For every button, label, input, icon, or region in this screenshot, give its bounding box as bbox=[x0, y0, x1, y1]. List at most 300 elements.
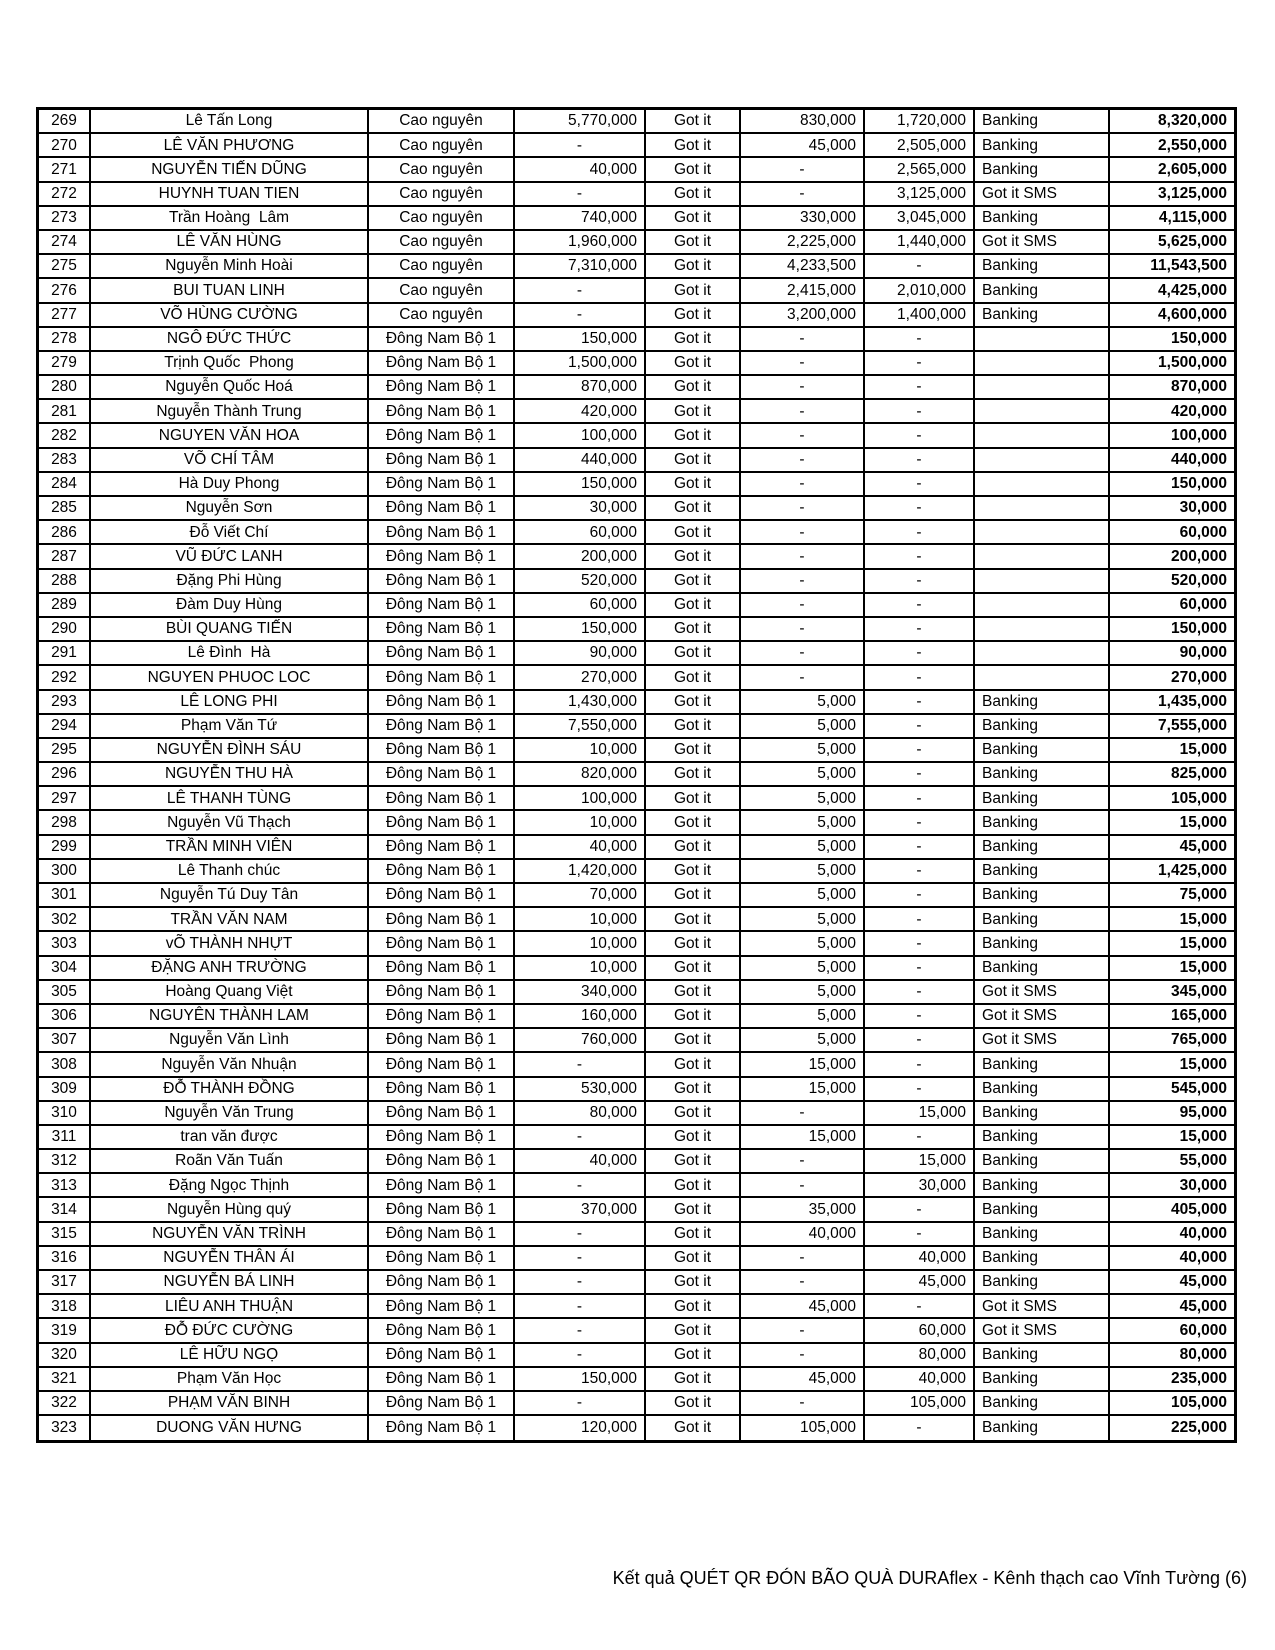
cell-region: Đông Nam Bộ 1 bbox=[369, 1150, 515, 1172]
cell-region: Cao nguyên bbox=[369, 304, 515, 326]
table-row bbox=[39, 231, 1234, 255]
cell-bonus2: 80,000 bbox=[865, 1344, 975, 1366]
cell-stt: 292 bbox=[39, 666, 91, 688]
cell-bonus1: 830,000 bbox=[741, 110, 865, 132]
cell-status: Got it bbox=[646, 787, 741, 809]
cell-scan-amount: 100,000 bbox=[515, 787, 646, 809]
cell-total: 80,000 bbox=[1179, 1345, 1227, 1363]
cell-total: 15,000 bbox=[1179, 1128, 1227, 1146]
cell-region: Đông Nam Bộ 1 bbox=[369, 1368, 515, 1390]
cell-total: 405,000 bbox=[1170, 1200, 1227, 1218]
cell-status: Got it bbox=[646, 1416, 741, 1440]
cell-total: 165,000 bbox=[1170, 1007, 1227, 1025]
cell-bonus1: - bbox=[741, 376, 865, 398]
cell-payment-method: Banking bbox=[975, 1053, 1110, 1075]
cell-payment-method bbox=[975, 352, 1110, 374]
cell-stt: 280 bbox=[39, 376, 91, 398]
cell-status: Got it bbox=[646, 1126, 741, 1148]
cell-region: Đông Nam Bộ 1 bbox=[369, 908, 515, 930]
cell-status: Got it bbox=[646, 1368, 741, 1390]
cell-scan-amount: 10,000 bbox=[515, 908, 646, 930]
cell-region: Cao nguyên bbox=[369, 279, 515, 301]
cell-scan-amount: 150,000 bbox=[515, 473, 646, 495]
cell-total: 235,000 bbox=[1170, 1370, 1227, 1388]
cell-payment-method: Banking bbox=[975, 255, 1110, 277]
table-row bbox=[39, 884, 1234, 908]
cell-total: 40,000 bbox=[1179, 1249, 1227, 1267]
cell-total: 15,000 bbox=[1179, 958, 1227, 976]
cell-name: Lê Thanh chúc bbox=[91, 860, 369, 882]
cell-name: LÊ VĂN PHƯƠNG bbox=[91, 134, 369, 156]
table-row bbox=[39, 642, 1234, 666]
cell-status: Got it bbox=[646, 1344, 741, 1366]
cell-total: 4,425,000 bbox=[1158, 281, 1227, 299]
cell-name: Nguyễn Sơn bbox=[91, 497, 369, 519]
cell-payment-method bbox=[975, 449, 1110, 471]
cell-name: ĐỖ ĐỨC CƯỜNG bbox=[91, 1319, 369, 1341]
cell-scan-amount: - bbox=[515, 279, 646, 301]
cell-scan-amount: 10,000 bbox=[515, 811, 646, 833]
cell-payment-method bbox=[975, 545, 1110, 567]
cell-payment-method bbox=[975, 473, 1110, 495]
cell-stt: 305 bbox=[39, 981, 91, 1003]
cell-status: Got it bbox=[646, 860, 741, 882]
table-row bbox=[39, 376, 1234, 400]
cell-status: Got it bbox=[646, 110, 741, 132]
cell-scan-amount: 7,310,000 bbox=[515, 255, 646, 277]
cell-payment-method: Banking bbox=[975, 1344, 1110, 1366]
cell-region: Đông Nam Bộ 1 bbox=[369, 1319, 515, 1341]
cell-bonus1: 15,000 bbox=[741, 1053, 865, 1075]
cell-bonus2: - bbox=[865, 884, 975, 906]
table-row bbox=[39, 521, 1234, 545]
cell-stt: 303 bbox=[39, 932, 91, 954]
cell-payment-method bbox=[975, 594, 1110, 616]
cell-total: 440,000 bbox=[1170, 450, 1227, 468]
cell-region: Đông Nam Bộ 1 bbox=[369, 1005, 515, 1027]
table-row bbox=[39, 1223, 1234, 1247]
cell-scan-amount: 7,550,000 bbox=[515, 715, 646, 737]
cell-payment-method: Banking bbox=[975, 1392, 1110, 1414]
cell-bonus2: - bbox=[865, 1223, 975, 1245]
cell-name: Đặng Ngọc Thịnh bbox=[91, 1174, 369, 1196]
cell-payment-method: Banking bbox=[975, 811, 1110, 833]
cell-bonus2: - bbox=[865, 787, 975, 809]
cell-region: Đông Nam Bộ 1 bbox=[369, 545, 515, 567]
cell-region: Đông Nam Bộ 1 bbox=[369, 424, 515, 446]
cell-bonus2: - bbox=[865, 424, 975, 446]
cell-status: Got it bbox=[646, 473, 741, 495]
cell-name: VÕ CHÍ TÂM bbox=[91, 449, 369, 471]
cell-stt: 277 bbox=[39, 304, 91, 326]
cell-region: Cao nguyên bbox=[369, 207, 515, 229]
cell-bonus2: - bbox=[865, 836, 975, 858]
cell-scan-amount: - bbox=[515, 1126, 646, 1148]
table-row bbox=[39, 981, 1234, 1005]
table-row bbox=[39, 1344, 1234, 1368]
cell-stt: 270 bbox=[39, 134, 91, 156]
cell-region: Đông Nam Bộ 1 bbox=[369, 739, 515, 761]
cell-scan-amount: 60,000 bbox=[515, 594, 646, 616]
table-row bbox=[39, 497, 1234, 521]
cell-scan-amount: - bbox=[515, 304, 646, 326]
cell-bonus2: - bbox=[865, 860, 975, 882]
table-row bbox=[39, 1368, 1234, 1392]
cell-bonus1: - bbox=[741, 1247, 865, 1269]
cell-bonus2: - bbox=[865, 545, 975, 567]
table-row bbox=[39, 570, 1234, 594]
cell-region: Cao nguyên bbox=[369, 158, 515, 180]
cell-bonus2: 2,565,000 bbox=[865, 158, 975, 180]
cell-stt: 323 bbox=[39, 1416, 91, 1440]
cell-bonus1: 15,000 bbox=[741, 1078, 865, 1100]
cell-bonus1: - bbox=[741, 618, 865, 640]
cell-total: 11,543,500 bbox=[1150, 257, 1227, 275]
table-row bbox=[39, 932, 1234, 956]
cell-status: Got it bbox=[646, 666, 741, 688]
table-row bbox=[39, 1126, 1234, 1150]
cell-scan-amount: 530,000 bbox=[515, 1078, 646, 1100]
cell-name: Lê Đình Hà bbox=[91, 642, 369, 664]
cell-status: Got it bbox=[646, 207, 741, 229]
cell-bonus2: 60,000 bbox=[865, 1319, 975, 1341]
cell-payment-method: Banking bbox=[975, 884, 1110, 906]
cell-stt: 289 bbox=[39, 594, 91, 616]
cell-region: Đông Nam Bộ 1 bbox=[369, 1392, 515, 1414]
cell-total: 30,000 bbox=[1179, 1176, 1227, 1194]
table-row bbox=[39, 1247, 1234, 1271]
cell-bonus2: - bbox=[865, 908, 975, 930]
cell-stt: 310 bbox=[39, 1102, 91, 1124]
cell-status: Got it bbox=[646, 449, 741, 471]
cell-scan-amount: 150,000 bbox=[515, 328, 646, 350]
cell-bonus1: - bbox=[741, 424, 865, 446]
cell-status: Got it bbox=[646, 376, 741, 398]
cell-payment-method: Banking bbox=[975, 1198, 1110, 1220]
cell-scan-amount: 1,430,000 bbox=[515, 691, 646, 713]
cell-scan-amount: 60,000 bbox=[515, 521, 646, 543]
cell-status: Got it bbox=[646, 1392, 741, 1414]
cell-bonus2: 3,045,000 bbox=[865, 207, 975, 229]
cell-status: Got it bbox=[646, 134, 741, 156]
cell-bonus1: 3,200,000 bbox=[741, 304, 865, 326]
cell-stt: 278 bbox=[39, 328, 91, 350]
cell-status: Got it bbox=[646, 1198, 741, 1220]
cell-scan-amount: - bbox=[515, 1271, 646, 1293]
cell-region: Đông Nam Bộ 1 bbox=[369, 352, 515, 374]
cell-status: Got it bbox=[646, 1005, 741, 1027]
cell-scan-amount: 1,960,000 bbox=[515, 231, 646, 253]
table-row bbox=[39, 811, 1234, 835]
cell-payment-method: Banking bbox=[975, 932, 1110, 954]
cell-status: Got it bbox=[646, 642, 741, 664]
cell-total: 15,000 bbox=[1179, 813, 1227, 831]
cell-stt: 282 bbox=[39, 424, 91, 446]
cell-name: LÊ VĂN HÙNG bbox=[91, 231, 369, 253]
cell-name: VÕ HÙNG CƯỜNG bbox=[91, 304, 369, 326]
cell-payment-method bbox=[975, 376, 1110, 398]
cell-bonus2: 15,000 bbox=[865, 1150, 975, 1172]
cell-name: VŨ ĐỨC LANH bbox=[91, 545, 369, 567]
cell-payment-method: Banking bbox=[975, 110, 1110, 132]
table-row bbox=[39, 1078, 1234, 1102]
table-row bbox=[39, 1392, 1234, 1416]
cell-payment-method: Banking bbox=[975, 1368, 1110, 1390]
cell-scan-amount: 30,000 bbox=[515, 497, 646, 519]
cell-total: 15,000 bbox=[1179, 934, 1227, 952]
cell-bonus1: 15,000 bbox=[741, 1126, 865, 1148]
cell-name: Nguyễn Hùng quý bbox=[91, 1198, 369, 1220]
cell-stt: 285 bbox=[39, 497, 91, 519]
cell-stt: 283 bbox=[39, 449, 91, 471]
table-row bbox=[39, 158, 1234, 182]
cell-payment-method: Banking bbox=[975, 787, 1110, 809]
cell-region: Cao nguyên bbox=[369, 110, 515, 132]
cell-scan-amount: 420,000 bbox=[515, 400, 646, 422]
cell-payment-method: Banking bbox=[975, 1150, 1110, 1172]
cell-region: Đông Nam Bộ 1 bbox=[369, 1174, 515, 1196]
table-row bbox=[39, 1198, 1234, 1222]
cell-status: Got it bbox=[646, 981, 741, 1003]
cell-stt: 297 bbox=[39, 787, 91, 809]
table-row bbox=[39, 255, 1234, 279]
cell-status: Got it bbox=[646, 497, 741, 519]
cell-scan-amount: 40,000 bbox=[515, 1150, 646, 1172]
cell-name: PHẠM VĂN BINH bbox=[91, 1392, 369, 1414]
cell-scan-amount: 370,000 bbox=[515, 1198, 646, 1220]
cell-payment-method: Got it SMS bbox=[975, 1319, 1110, 1341]
cell-scan-amount: 5,770,000 bbox=[515, 110, 646, 132]
cell-region: Đông Nam Bộ 1 bbox=[369, 1295, 515, 1317]
cell-region: Đông Nam Bộ 1 bbox=[369, 1198, 515, 1220]
cell-bonus1: 5,000 bbox=[741, 691, 865, 713]
cell-stt: 299 bbox=[39, 836, 91, 858]
cell-status: Got it bbox=[646, 763, 741, 785]
cell-name: LÊ HỮU NGỌ bbox=[91, 1344, 369, 1366]
cell-bonus1: - bbox=[741, 521, 865, 543]
cell-scan-amount: 160,000 bbox=[515, 1005, 646, 1027]
cell-payment-method: Banking bbox=[975, 1174, 1110, 1196]
cell-scan-amount: 70,000 bbox=[515, 884, 646, 906]
cell-name: Nguyễn Vũ Thạch bbox=[91, 811, 369, 833]
cell-payment-method: Banking bbox=[975, 134, 1110, 156]
cell-bonus1: - bbox=[741, 642, 865, 664]
cell-total: 1,500,000 bbox=[1158, 354, 1227, 372]
cell-bonus1: - bbox=[741, 352, 865, 374]
cell-bonus2: - bbox=[865, 1416, 975, 1440]
cell-region: Đông Nam Bộ 1 bbox=[369, 618, 515, 640]
cell-total: 55,000 bbox=[1179, 1152, 1227, 1170]
cell-payment-method: Got it SMS bbox=[975, 183, 1110, 205]
cell-bonus1: 5,000 bbox=[741, 884, 865, 906]
cell-name: Nguyễn Thành Trung bbox=[91, 400, 369, 422]
cell-total: 5,625,000 bbox=[1158, 233, 1227, 251]
cell-stt: 318 bbox=[39, 1295, 91, 1317]
table-row bbox=[39, 545, 1234, 569]
cell-region: Đông Nam Bộ 1 bbox=[369, 594, 515, 616]
cell-bonus1: - bbox=[741, 666, 865, 688]
cell-payment-method bbox=[975, 497, 1110, 519]
cell-bonus2: 30,000 bbox=[865, 1174, 975, 1196]
cell-bonus2: - bbox=[865, 715, 975, 737]
cell-bonus2: 15,000 bbox=[865, 1102, 975, 1124]
cell-status: Got it bbox=[646, 279, 741, 301]
cell-region: Đông Nam Bộ 1 bbox=[369, 1247, 515, 1269]
cell-region: Đông Nam Bộ 1 bbox=[369, 642, 515, 664]
cell-payment-method: Banking bbox=[975, 1078, 1110, 1100]
cell-stt: 311 bbox=[39, 1126, 91, 1148]
cell-name: DUONG VĂN HƯNG bbox=[91, 1416, 369, 1440]
table-row bbox=[39, 304, 1234, 328]
cell-status: Got it bbox=[646, 352, 741, 374]
cell-name: NGUYỄN THU HÀ bbox=[91, 763, 369, 785]
cell-bonus1: - bbox=[741, 497, 865, 519]
cell-payment-method: Banking bbox=[975, 691, 1110, 713]
cell-stt: 317 bbox=[39, 1271, 91, 1293]
cell-total: 7,555,000 bbox=[1158, 717, 1227, 735]
cell-name: Trần Hoàng Lâm bbox=[91, 207, 369, 229]
cell-region: Đông Nam Bộ 1 bbox=[369, 1126, 515, 1148]
cell-stt: 276 bbox=[39, 279, 91, 301]
cell-status: Got it bbox=[646, 158, 741, 180]
cell-stt: 296 bbox=[39, 763, 91, 785]
cell-region: Đông Nam Bộ 1 bbox=[369, 860, 515, 882]
cell-name: BÙI QUANG TIẾN bbox=[91, 618, 369, 640]
cell-status: Got it bbox=[646, 618, 741, 640]
table-row bbox=[39, 352, 1234, 376]
cell-total: 105,000 bbox=[1170, 1394, 1227, 1412]
cell-total: 150,000 bbox=[1170, 620, 1227, 638]
cell-scan-amount: 760,000 bbox=[515, 1029, 646, 1051]
cell-status: Got it bbox=[646, 1150, 741, 1172]
cell-total: 90,000 bbox=[1179, 644, 1227, 662]
cell-bonus1: 5,000 bbox=[741, 763, 865, 785]
cell-scan-amount: - bbox=[515, 183, 646, 205]
cell-bonus2: 2,010,000 bbox=[865, 279, 975, 301]
cell-status: Got it bbox=[646, 957, 741, 979]
cell-stt: 284 bbox=[39, 473, 91, 495]
cell-bonus2: - bbox=[865, 1005, 975, 1027]
cell-bonus1: 5,000 bbox=[741, 908, 865, 930]
cell-bonus2: - bbox=[865, 1053, 975, 1075]
cell-bonus2: 40,000 bbox=[865, 1247, 975, 1269]
cell-total: 2,605,000 bbox=[1158, 160, 1227, 178]
cell-region: Đông Nam Bộ 1 bbox=[369, 1416, 515, 1440]
cell-region: Đông Nam Bộ 1 bbox=[369, 1053, 515, 1075]
cell-name: Hà Duy Phong bbox=[91, 473, 369, 495]
cell-total: 4,115,000 bbox=[1158, 209, 1227, 227]
cell-scan-amount: 1,500,000 bbox=[515, 352, 646, 374]
table-row bbox=[39, 1053, 1234, 1077]
table-row bbox=[39, 836, 1234, 860]
cell-status: Got it bbox=[646, 1319, 741, 1341]
cell-region: Đông Nam Bộ 1 bbox=[369, 1344, 515, 1366]
cell-bonus2: - bbox=[865, 328, 975, 350]
cell-status: Got it bbox=[646, 908, 741, 930]
cell-bonus1: - bbox=[741, 1150, 865, 1172]
cell-bonus2: 1,720,000 bbox=[865, 110, 975, 132]
table-row bbox=[39, 183, 1234, 207]
cell-stt: 313 bbox=[39, 1174, 91, 1196]
cell-bonus2: - bbox=[865, 1295, 975, 1317]
cell-status: Got it bbox=[646, 1174, 741, 1196]
cell-stt: 321 bbox=[39, 1368, 91, 1390]
cell-bonus1: - bbox=[741, 1319, 865, 1341]
cell-region: Đông Nam Bộ 1 bbox=[369, 811, 515, 833]
cell-name: tran văn được bbox=[91, 1126, 369, 1148]
cell-scan-amount: 1,420,000 bbox=[515, 860, 646, 882]
cell-payment-method bbox=[975, 570, 1110, 592]
cell-region: Cao nguyên bbox=[369, 183, 515, 205]
cell-payment-method: Got it SMS bbox=[975, 231, 1110, 253]
cell-stt: 302 bbox=[39, 908, 91, 930]
cell-stt: 275 bbox=[39, 255, 91, 277]
cell-name: BUI TUAN LINH bbox=[91, 279, 369, 301]
cell-total: 345,000 bbox=[1170, 983, 1227, 1001]
table-row bbox=[39, 908, 1234, 932]
cell-bonus2: - bbox=[865, 763, 975, 785]
cell-bonus1: 5,000 bbox=[741, 811, 865, 833]
cell-payment-method: Banking bbox=[975, 739, 1110, 761]
table-row bbox=[39, 666, 1234, 690]
cell-bonus1: - bbox=[741, 449, 865, 471]
cell-region: Đông Nam Bộ 1 bbox=[369, 1029, 515, 1051]
cell-bonus2: - bbox=[865, 691, 975, 713]
cell-stt: 304 bbox=[39, 957, 91, 979]
cell-scan-amount: 40,000 bbox=[515, 836, 646, 858]
cell-stt: 287 bbox=[39, 545, 91, 567]
cell-status: Got it bbox=[646, 400, 741, 422]
cell-bonus2: - bbox=[865, 376, 975, 398]
table-row bbox=[39, 279, 1234, 303]
cell-status: Got it bbox=[646, 570, 741, 592]
cell-name: NGUYÊN THÀNH LAM bbox=[91, 1005, 369, 1027]
cell-payment-method bbox=[975, 642, 1110, 664]
cell-status: Got it bbox=[646, 1029, 741, 1051]
cell-name: Đặng Phi Hùng bbox=[91, 570, 369, 592]
table-row bbox=[39, 424, 1234, 448]
cell-stt: 291 bbox=[39, 642, 91, 664]
cell-name: Hoàng Quang Việt bbox=[91, 981, 369, 1003]
cell-bonus1: - bbox=[741, 473, 865, 495]
cell-bonus1: - bbox=[741, 183, 865, 205]
cell-name: ĐỖ THÀNH ĐỒNG bbox=[91, 1078, 369, 1100]
cell-scan-amount: 520,000 bbox=[515, 570, 646, 592]
cell-total: 95,000 bbox=[1179, 1104, 1227, 1122]
cell-bonus1: 5,000 bbox=[741, 836, 865, 858]
cell-scan-amount: 440,000 bbox=[515, 449, 646, 471]
table-row bbox=[39, 1295, 1234, 1319]
cell-scan-amount: - bbox=[515, 1295, 646, 1317]
cell-payment-method bbox=[975, 328, 1110, 350]
cell-bonus2: 1,440,000 bbox=[865, 231, 975, 253]
cell-stt: 306 bbox=[39, 1005, 91, 1027]
cell-stt: 274 bbox=[39, 231, 91, 253]
cell-payment-method: Got it SMS bbox=[975, 1029, 1110, 1051]
cell-name: Nguyễn Minh Hoài bbox=[91, 255, 369, 277]
page-footer-caption: Kết quả QUÉT QR ĐÓN BÃO QUÀ DURAflex - Kênh thạch cao Vĩnh Tường (6) bbox=[612, 1568, 1247, 1588]
cell-payment-method: Banking bbox=[975, 1271, 1110, 1293]
cell-payment-method: Banking bbox=[975, 304, 1110, 326]
cell-bonus2: - bbox=[865, 1078, 975, 1100]
cell-scan-amount: 150,000 bbox=[515, 1368, 646, 1390]
cell-name: vÕ THÀNH NHỰT bbox=[91, 932, 369, 954]
cell-status: Got it bbox=[646, 1247, 741, 1269]
cell-name: Phạm Văn Học bbox=[91, 1368, 369, 1390]
cell-total: 60,000 bbox=[1179, 1321, 1227, 1339]
cell-stt: 307 bbox=[39, 1029, 91, 1051]
cell-payment-method: Banking bbox=[975, 1247, 1110, 1269]
